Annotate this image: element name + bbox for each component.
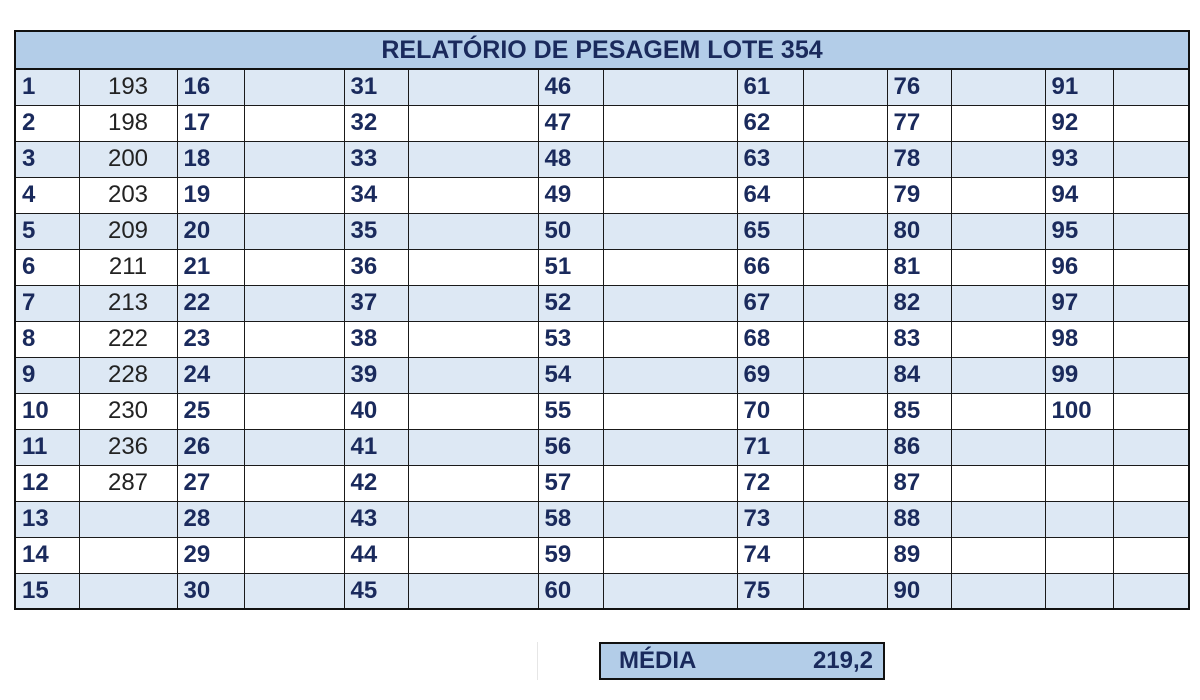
weight-value-cell [951,177,1045,213]
table-row [15,141,1189,177]
weight-value-cell [244,537,344,573]
weight-value-cell [951,393,1045,429]
item-number-cell: 67 [737,285,803,321]
weight-value-cell [803,105,887,141]
table-row [15,249,1189,285]
item-number-cell [1045,465,1113,501]
weight-value-cell [1113,429,1189,465]
item-number-cell: 46 [538,69,603,105]
item-number-cell: 27 [177,465,244,501]
item-number-cell: 93 [1045,141,1113,177]
weight-value-cell [951,465,1045,501]
weight-value-cell [408,393,538,429]
weight-value-cell: 193 [79,69,177,105]
item-number-cell: 4 [15,177,79,213]
item-number-cell: 32 [344,105,408,141]
item-number-cell: 7 [15,285,79,321]
weight-value-cell [1113,141,1189,177]
weight-value-cell [244,105,344,141]
item-number-cell: 5 [15,213,79,249]
item-number-cell: 75 [737,573,803,609]
weight-value-cell [803,285,887,321]
average-value: 219,2 [812,647,873,674]
table-row [15,177,1189,213]
table-row [15,69,1189,105]
item-number-cell: 35 [344,213,408,249]
item-number-cell: 79 [887,177,951,213]
item-number-cell: 90 [887,573,951,609]
weighing-report-table [14,30,1190,610]
weight-value-cell [603,141,737,177]
item-number-cell [1045,501,1113,537]
weight-value-cell [79,537,177,573]
item-number-cell: 49 [538,177,603,213]
item-number-cell: 91 [1045,69,1113,105]
item-number-cell: 39 [344,357,408,393]
item-number-cell: 77 [887,105,951,141]
weight-value-cell [951,357,1045,393]
weight-value-cell [951,249,1045,285]
item-number-cell: 6 [15,249,79,285]
weight-value-cell [408,177,538,213]
table-row [15,357,1189,393]
weight-value-cell: 200 [79,141,177,177]
weight-value-cell [1113,393,1189,429]
item-number-cell: 30 [177,573,244,609]
weight-value-cell [803,357,887,393]
weight-value-cell [603,213,737,249]
item-number-cell: 14 [15,537,79,573]
weight-value-cell [803,537,887,573]
weight-value-cell [803,393,887,429]
item-number-cell: 52 [538,285,603,321]
item-number-cell: 25 [177,393,244,429]
weight-value-cell: 287 [79,465,177,501]
item-number-cell: 44 [344,537,408,573]
item-number-cell: 57 [538,465,603,501]
item-number-cell: 70 [737,393,803,429]
weight-value-cell [951,537,1045,573]
item-number-cell: 24 [177,357,244,393]
weight-value-cell [603,465,737,501]
weight-value-cell [408,213,538,249]
item-number-cell: 11 [15,429,79,465]
item-number-cell: 56 [538,429,603,465]
weight-value-cell [1113,249,1189,285]
weight-value-cell [1113,321,1189,357]
item-number-cell: 100 [1045,393,1113,429]
item-number-cell: 68 [737,321,803,357]
item-number-cell: 8 [15,321,79,357]
weight-value-cell: 228 [79,357,177,393]
table-row [15,321,1189,357]
item-number-cell: 94 [1045,177,1113,213]
item-number-cell: 50 [538,213,603,249]
weight-value-cell [803,69,887,105]
item-number-cell: 41 [344,429,408,465]
item-number-cell: 88 [887,501,951,537]
weight-value-cell [244,285,344,321]
cell-divider [537,642,538,680]
item-number-cell: 63 [737,141,803,177]
item-number-cell: 37 [344,285,408,321]
weight-value-cell [951,321,1045,357]
weight-value-cell [244,429,344,465]
weight-value-cell [244,357,344,393]
item-number-cell: 65 [737,213,803,249]
weight-value-cell [803,321,887,357]
weight-value-cell [408,141,538,177]
weight-value-cell [244,69,344,105]
weight-value-cell [951,285,1045,321]
weight-value-cell [1113,537,1189,573]
weight-value-cell: 230 [79,393,177,429]
weight-value-cell [408,573,538,609]
weight-value-cell [244,177,344,213]
item-number-cell: 13 [15,501,79,537]
weight-value-cell [1113,501,1189,537]
weight-value-cell [408,105,538,141]
weight-value-cell [244,141,344,177]
average-summary [599,642,885,680]
weight-value-cell [408,537,538,573]
item-number-cell: 69 [737,357,803,393]
table-row [15,537,1189,573]
weight-value-cell: 203 [79,177,177,213]
item-number-cell: 48 [538,141,603,177]
item-number-cell: 83 [887,321,951,357]
weight-value-cell [408,357,538,393]
weight-value-cell [1113,285,1189,321]
weight-value-cell [1113,105,1189,141]
weight-value-cell: 209 [79,213,177,249]
weight-value-cell [951,501,1045,537]
item-number-cell: 66 [737,249,803,285]
table-row [15,465,1189,501]
table-row [15,573,1189,609]
weight-value-cell [603,321,737,357]
weight-value-cell [408,285,538,321]
item-number-cell [1045,537,1113,573]
weight-value-cell [1113,69,1189,105]
item-number-cell: 40 [344,393,408,429]
weight-value-cell [603,573,737,609]
item-number-cell: 84 [887,357,951,393]
table-row [15,285,1189,321]
item-number-cell: 42 [344,465,408,501]
item-number-cell: 22 [177,285,244,321]
item-number-cell: 99 [1045,357,1113,393]
item-number-cell: 62 [737,105,803,141]
weight-value-cell [408,429,538,465]
weight-value-cell [408,249,538,285]
weight-value-cell [1113,573,1189,609]
item-number-cell: 60 [538,573,603,609]
item-number-cell: 29 [177,537,244,573]
weight-value-cell [1113,465,1189,501]
item-number-cell: 89 [887,537,951,573]
weight-value-cell [603,357,737,393]
item-number-cell: 51 [538,249,603,285]
weight-value-cell [1113,177,1189,213]
table-row [15,213,1189,249]
item-number-cell: 95 [1045,213,1113,249]
weight-value-cell [803,465,887,501]
item-number-cell: 33 [344,141,408,177]
item-number-cell: 36 [344,249,408,285]
item-number-cell: 23 [177,321,244,357]
table-row [15,429,1189,465]
item-number-cell: 3 [15,141,79,177]
weight-value-cell: 222 [79,321,177,357]
report-title: RELATÓRIO DE PESAGEM LOTE 354 [15,31,1189,69]
item-number-cell: 76 [887,69,951,105]
item-number-cell: 9 [15,357,79,393]
item-number-cell: 31 [344,69,408,105]
weight-value-cell [244,465,344,501]
weight-value-cell [951,573,1045,609]
item-number-cell: 96 [1045,249,1113,285]
item-number-cell: 74 [737,537,803,573]
item-number-cell: 1 [15,69,79,105]
item-number-cell: 34 [344,177,408,213]
item-number-cell: 98 [1045,321,1113,357]
weight-value-cell [603,537,737,573]
weight-value-cell [408,501,538,537]
item-number-cell: 55 [538,393,603,429]
weight-value-cell [1113,213,1189,249]
item-number-cell: 43 [344,501,408,537]
weight-value-cell [603,105,737,141]
item-number-cell: 59 [538,537,603,573]
weight-value-cell [951,429,1045,465]
item-number-cell: 53 [538,321,603,357]
weight-value-cell [803,141,887,177]
weight-value-cell: 213 [79,285,177,321]
item-number-cell: 73 [737,501,803,537]
item-number-cell: 72 [737,465,803,501]
weight-value-cell [244,213,344,249]
item-number-cell: 45 [344,573,408,609]
weight-value-cell [244,249,344,285]
weight-value-cell [603,429,737,465]
item-number-cell: 92 [1045,105,1113,141]
weight-value-cell [951,213,1045,249]
item-number-cell: 81 [887,249,951,285]
weight-value-cell [803,501,887,537]
table-row [15,105,1189,141]
item-number-cell: 82 [887,285,951,321]
table-row [15,393,1189,429]
weight-value-cell [603,69,737,105]
item-number-cell: 85 [887,393,951,429]
item-number-cell: 16 [177,69,244,105]
item-number-cell: 20 [177,213,244,249]
weight-value-cell [79,501,177,537]
weight-value-cell [603,249,737,285]
item-number-cell: 21 [177,249,244,285]
weight-value-cell [244,573,344,609]
weight-value-cell [951,105,1045,141]
weight-value-cell [803,213,887,249]
item-number-cell: 78 [887,141,951,177]
item-number-cell: 12 [15,465,79,501]
weight-value-cell: 211 [79,249,177,285]
weight-value-cell [244,321,344,357]
item-number-cell: 71 [737,429,803,465]
weight-value-cell [603,393,737,429]
weight-value-cell: 198 [79,105,177,141]
weight-value-cell [408,321,538,357]
table-row [15,501,1189,537]
weight-value-cell [603,177,737,213]
weight-value-cell [79,573,177,609]
weight-value-cell [603,285,737,321]
item-number-cell: 97 [1045,285,1113,321]
item-number-cell: 47 [538,105,603,141]
item-number-cell: 87 [887,465,951,501]
weight-value-cell [408,69,538,105]
item-number-cell [1045,573,1113,609]
item-number-cell: 17 [177,105,244,141]
item-number-cell: 18 [177,141,244,177]
item-number-cell [1045,429,1113,465]
item-number-cell: 54 [538,357,603,393]
average-label: MÉDIA [619,647,697,674]
item-number-cell: 38 [344,321,408,357]
weight-value-cell [803,429,887,465]
item-number-cell: 64 [737,177,803,213]
item-number-cell: 15 [15,573,79,609]
item-number-cell: 86 [887,429,951,465]
weight-value-cell [1113,357,1189,393]
item-number-cell: 61 [737,69,803,105]
item-number-cell: 58 [538,501,603,537]
weight-value-cell [244,501,344,537]
weight-value-cell [951,69,1045,105]
item-number-cell: 26 [177,429,244,465]
item-number-cell: 28 [177,501,244,537]
weight-value-cell [603,501,737,537]
weight-value-cell [951,141,1045,177]
weight-value-cell [803,249,887,285]
weight-value-cell: 236 [79,429,177,465]
weight-value-cell [803,573,887,609]
weight-value-cell [408,465,538,501]
weight-value-cell [244,393,344,429]
item-number-cell: 80 [887,213,951,249]
item-number-cell: 2 [15,105,79,141]
item-number-cell: 19 [177,177,244,213]
item-number-cell: 10 [15,393,79,429]
weight-value-cell [803,177,887,213]
